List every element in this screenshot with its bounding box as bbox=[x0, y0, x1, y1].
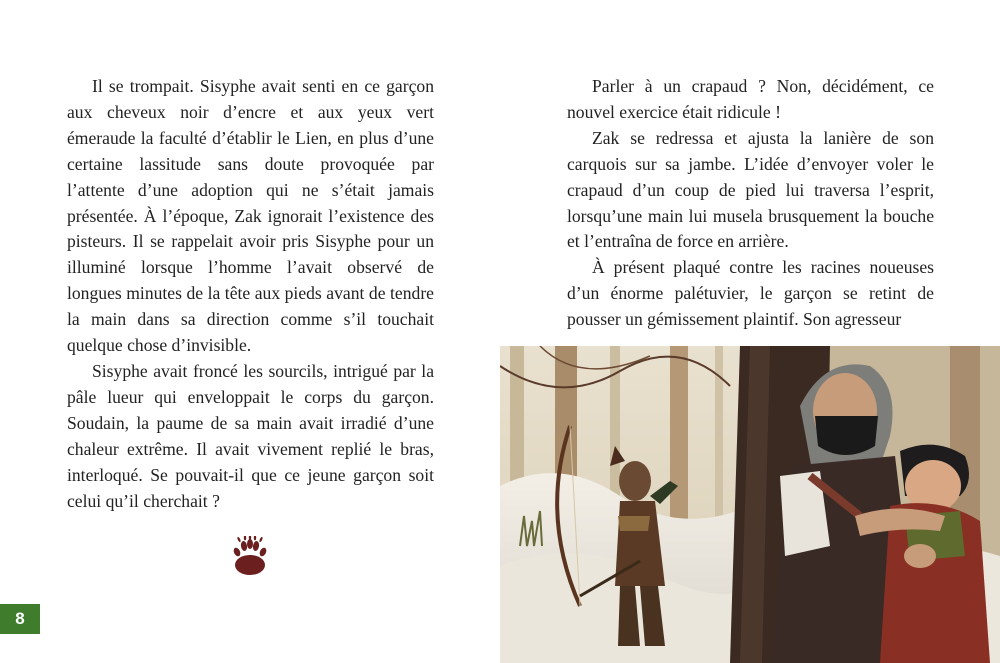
paragraph: Parler à un crapaud ? Non, décidément, ce nouvel exercice était ridicule ! bbox=[567, 76, 934, 122]
bear-paw-icon bbox=[232, 536, 268, 576]
left-text-column bbox=[67, 74, 434, 514]
forest-ambush-illustration bbox=[500, 346, 1000, 663]
right-page bbox=[500, 0, 1000, 663]
paragraph: Sisyphe avait froncé les sourcils, intrigué par la pâle lueur qui enveloppait le corps du garçon. Soudain, la paume de sa main avait irradié d’une chaleur extrême. Il avait vivement replié le bras, interloqué. Se pouvait-il que ce jeune garçon soit celui qu’il cherchait ? bbox=[67, 360, 434, 511]
right-text-column bbox=[567, 74, 934, 333]
page-number-badge: 8 bbox=[0, 604, 40, 634]
paragraph: Zak se redressa et ajusta la lanière de son carquois sur sa jambe. L’idée d’envoyer voler le crapaud d’un coup de pied lui traversa l’esprit, lorsqu’une main lui musela brusquement la bouche et l’entraîna de force en arrière. bbox=[567, 127, 934, 252]
paragraph: À présent plaqué contre les racines noueuses d’un énorme palétuvier, le garçon se retint de pousser un gémissement plaintif. Son agresseur bbox=[567, 257, 934, 330]
paragraph: Il se trompait. Sisyphe avait senti en ce garçon aux cheveux noir d’encre et aux yeux vert émeraude la faculté d’établir le Lien, en plus d’une certaine lassitude sans doute provoquée par l’attente d’une adoption qui ne s’était jamais présentée. À l’époque, Zak ignorait l’existence des pisteurs. Il se rappelait avoir pris Sisyphe pour un illuminé lorsque l’homme l’avait observé de longues minutes de la tête aux pieds avant de tendre la main dans sa direction comme s’il touchait quelque chose d’invisible. bbox=[67, 76, 434, 356]
